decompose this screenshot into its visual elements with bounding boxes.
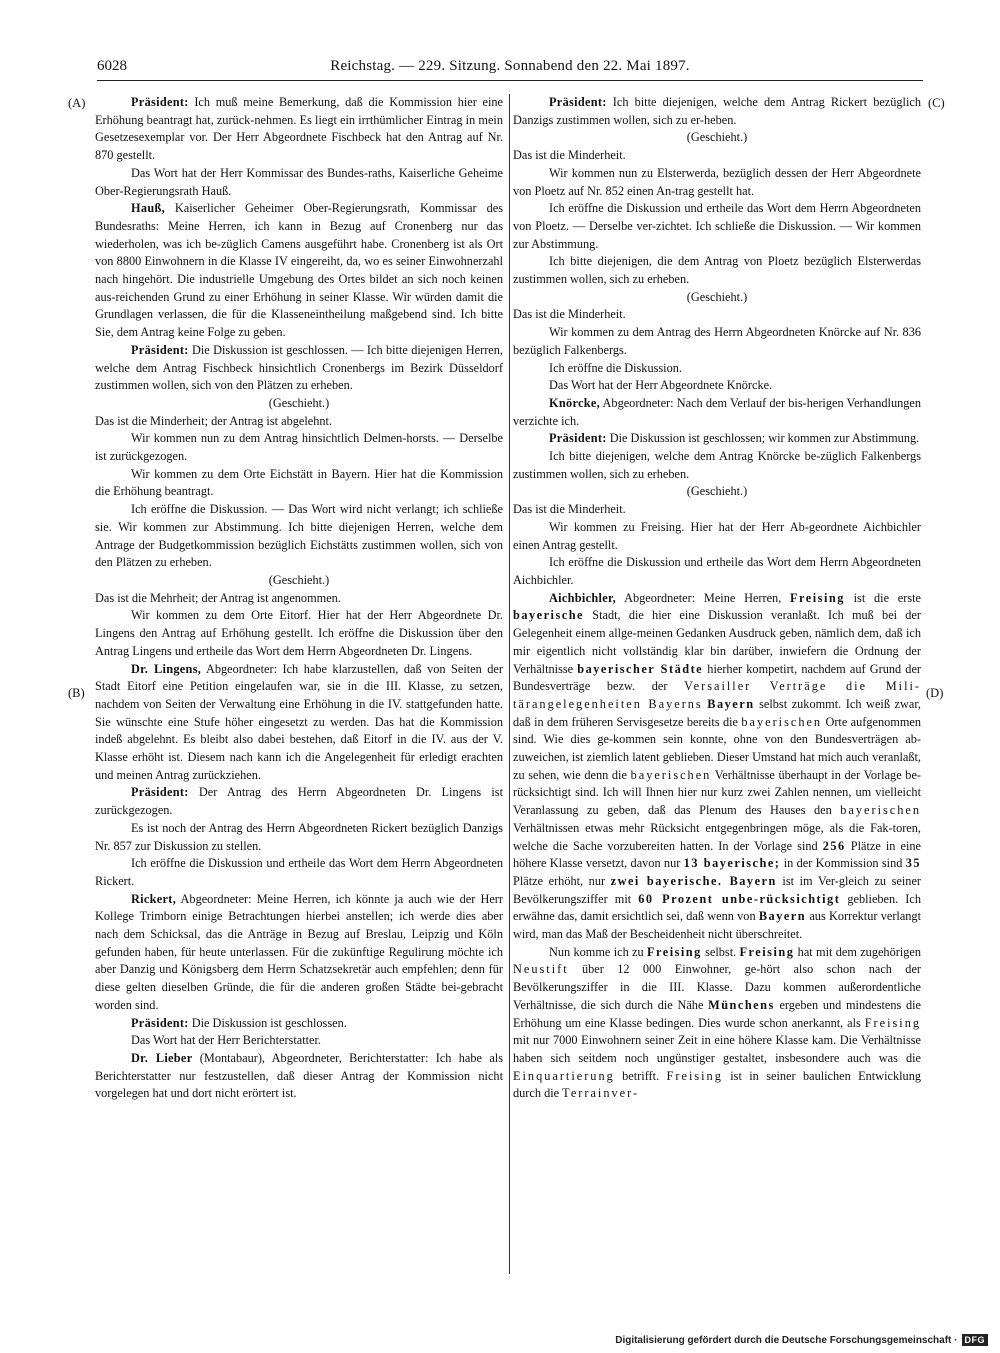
text-run: aus Korrektur verlangt wird, man das Maß der Bescheidenheit nicht überschreitet. [513,909,922,942]
emphasis: bayerische [513,608,585,623]
paragraph-text: Die Diskussion ist geschlossen. [188,1015,347,1030]
speaker-name: Präsident: [131,1015,189,1030]
paragraph: Das Wort hat der Herr Kommissar des Bundes-raths, Kaiserliche Geheime Ober-Regierungsrath Hauß. [95,165,503,198]
emphasis: 256 [822,838,846,853]
text-run: selbst zukommt. Ich weiß zwar, daß in dem früheren Servisgesetze bereits die [513,696,922,729]
text-run: ist im Ver-gleich zu seiner Bevölkerungsziffer mit [513,873,922,906]
text-run: betrifft. [614,1068,667,1083]
text-run: mit nur 7000 Einwohnern seiner Zeit in eine höhere Klasse kam. Die Verhältnisse haben sich seitdem noch ungünstiger gestaltet, insbesondere auch was die [513,1033,921,1065]
paragraph: Ich bitte diejenigen, welche dem Antrag Knörcke be-züglich Falkenbergs zustimmen wollen, sich zu erheben. [513,449,921,481]
spaced-text: bayerischen [840,803,921,818]
stage-direction: (Geschieht.) [686,289,748,304]
paragraph: Das ist die Minderheit. [513,148,626,163]
text-run: Verhältnissen etwas mehr Rücksicht entgegenbringen möge, als die Fak-toren, welche die Sache vorzubereiten hatten. In der Vorlage sind [513,820,921,853]
spaced-text: Einquartierung [513,1068,615,1083]
paragraph: Ich eröffne die Diskussion und ertheile das Wort dem Herrn Abgeordneten Rickert. [95,856,503,888]
text-run: Nun komme ich zu [549,944,647,959]
emphasis: Münchens [708,997,775,1012]
text-run: Verhältnisse überhaupt in der Vorlage be-rücksichtigt sind. Ich will Ihnen hier nur kurz zwei Zahlen nennen, um vielleicht Veranlassung zu geben, daß das Plenum des Hauses den [513,767,922,818]
paragraph-text: Abgeordneter: Nach dem Verlauf der bis-herigen Verhandlungen verzichte ich. [513,395,921,428]
paragraph [95,94,503,165]
spaced-text: Terrainver- [562,1086,640,1101]
paragraph: Ich eröffne die Diskussion und ertheile das Wort dem Herrn Abgeordneten Aichbichler. [513,555,921,587]
paragraph: Das Wort hat der Herr Berichterstatter. [131,1033,321,1048]
emphasis: Bayern [758,909,807,924]
emphasis: 35 [905,856,921,871]
margin-mark-c: (C) [928,96,945,110]
paragraph-text: Ich muß meine Bemerkung, daß die Kommission hier eine Erhöhung beantragt hat, zurück-nehmen. Es liegt ein irrthümlicher Eintrag in mein Gesetzesexemplar vor. Der Herr Abgeordnete Fischbeck hat den Antrag auf Nr. 870 gestellt. [95,95,503,163]
credit-text: Digitalisierung gefördert durch die Deutsche Forschungsgemeinschaft · [615,1334,958,1346]
spaced-text: Freising [864,1015,921,1030]
margin-mark-d: (D) [926,686,944,700]
paragraph: Das ist die Minderheit; der Antrag ist abgelehnt. [95,413,333,428]
text-run: in der Kommission sind [780,856,906,871]
speaker-name: Dr. Lingens, [131,661,202,676]
text-run: ergeben und mindestens die Erhöhung um eine Klasse bedingen. Dies wurde schon anerkannt, als [513,997,921,1030]
paragraph: Das Wort hat der Herr Abgeordnete Knörcke. [549,378,773,393]
paragraph [513,590,921,944]
paragraph: Es ist noch der Antrag des Herrn Abgeordneten Rickert bezüglich Danzigs Nr. 857 zur Diskussion zu stellen. [95,820,503,853]
column-divider [509,94,510,1274]
speaker-name: Präsident: [549,95,607,109]
stage-direction: (Geschieht.) [686,484,748,499]
page-header [97,54,923,81]
paragraph [513,944,921,1103]
text-run: geblieben. Ich erwähne das, damit ersichtlich sei, daß wenn von [513,891,921,924]
paragraph: Das ist die Minderheit. [513,307,626,322]
paragraph: Ich eröffne die Diskussion. [549,360,682,375]
margin-mark-a: (A) [68,96,86,110]
running-title: Reichstag. — 229. Sitzung. Sonnabend den 22. Mai 1897. [330,58,690,74]
text-run: ist in seiner baulichen Entwicklung durch die [513,1068,921,1101]
paragraph: Wir kommen zu dem Antrag des Herrn Abgeordneten Knörcke auf Nr. 836 bezüglich Falkenbergs. [513,325,921,357]
emphasis: zwei bayerische. [610,873,723,888]
emphasis: 13 bayerische; [683,856,781,871]
paragraph: Das ist die Mehrheit; der Antrag ist angenommen. [95,590,341,605]
paragraph: Ich bitte diejenigen, die dem Antrag von Ploetz bezüglich Elsterwerdas zustimmen wollen, sich zu erheben. [513,254,921,287]
emphasis: bayerischer Städte [577,661,704,676]
paragraph-text: (Montabaur), Abgeordneter, Berichterstatter: Ich habe als Berichterstatter nur festzustellen, daß dieser Antrag der Kommission nicht vorgelegen hat und dort nicht erörtert ist. [95,1050,503,1101]
emphasis: Bayern [707,696,755,711]
paragraph [95,342,503,395]
text-run: Abgeordneter: Meine Herren, [616,590,791,605]
right-column [513,94,921,1103]
text-run: hierher kompetirt, nachdem auf Grund der Bundesverträge bezw. der [513,661,921,694]
speaker-name: Knörcke, [549,395,601,410]
dfg-logo: DFG [962,1334,989,1346]
emphasis: Freising [739,944,795,959]
emphasis: Freising [646,944,702,959]
spaced-text: Neustift [513,962,569,977]
paragraph-text: Die Diskussion ist geschlossen; wir kommen zur Abstimmung. [606,431,920,446]
text-run: Plätze in eine höhere Klasse versetzt, davon nur [513,838,921,871]
paragraph [95,1050,503,1103]
speaker-name: Präsident: [131,342,189,357]
paragraph [513,94,921,129]
left-column [95,94,503,1103]
paragraph-text: Ich bitte diejenigen, welche dem Antrag Rickert bezüglich Danzigs zustimmen wollen, sich zu er-heben. [513,95,921,127]
text-run: Stadt, die hier eine Diskussion veranlaßt. Ich muß bei der Gelegenheit einem allge-meinen Gedanken Ausdruck geben, nämlich dem, daß ich mir eigentlich nicht vollständig klar bin darüber, inwiefern die Ordnung der Verhältnisse [513,608,921,676]
paragraph-text: Abgeordneter: Meine Herren, ich könnte ja auch wie der Herr Kollege Trimborn einige Betrachtungen hierbei anstellen; ich werde dies aber nach dem Schicksal, das die Anträge in Bezug auf Breslau, Leipzig und Köln gefunden haben, für heute unterlassen. Für die zukünftige Regulirung möchte ich aber Danzig und Königsberg dem Herrn Schatzsekretär auch empfehlen; denn für diese gelten dieselben Gründe, die für die anderen großen Städte bei-gebracht worden sind. [95,891,503,1012]
paragraph: Ich eröffne die Diskussion und ertheile das Wort dem Herrn Abgeordneten von Ploetz. — Derselbe ver-zichtet. Ich schließe die Diskussion. — Wir kommen zur Abstimmung. [513,201,921,251]
text-run: Orte aufgenommen sind. Wie dies ge-kommen sein konnte, ohne von den Bundesverträgen ab-zuweichen, ist ziemlich latent geblieben. Dieser Umstand hat mich auch veranlaßt, zu sehen, wie denn die [513,714,921,782]
paragraph: Wir kommen zu Freising. Hier hat der Herr Ab-geordnete Aichbichler einen Antrag gestellt. [513,519,921,552]
text-run: ist die erste [844,590,921,605]
text-run: über 12 000 Einwohner, ge-hört also schon nach der Bevölkerungsziffer in die III. Klasse. Dazu kommen außerordentliche Verhältnisse, die sich durch die Nähe [513,962,921,1012]
spaced-text: Freising [666,1068,723,1083]
text-run: Plätze erhöht, nur [513,873,611,888]
paragraph [95,784,503,819]
paragraph [95,891,503,1015]
paragraph-text: Abgeordneter: Ich habe klarzustellen, daß von Seiten der Stadt Eitorf eine Petition eingelaufen war, sie in die III. Klasse, zu setzen, nachdem von Seiten der Verwaltung eine Erhöhung in die IV. stattgefunden hatte. Sie wünschte eine Stufe höher eingesetzt zu werden. Das hat die Kommission indeß abgelehnt. Es bleibt also dabei bestehen, daß Eitorf in die IV. aus der V. Klasse erhöht ist. Diesem nach kann ich die Angelegenheit für erledigt erachten und meinen Antrag zurückziehen. [95,661,503,782]
paragraph: Das ist die Minderheit. [513,502,626,517]
stage-direction: (Geschieht.) [268,572,330,587]
emphasis: Freising [790,590,845,605]
paragraph-text: Kaiserlicher Geheimer Ober-Regierungsrath, Kommissar des Bundesraths: Meine Herren, ich kann in Bezug auf Cronenberg nur das wiederholen, was ich be-züglich Camens ausgeführt habe. Cronenberg ist als Ort von 8800 Einwohnern in die Klasse IV eingereiht, da, wo es seiner Einwohnerzahl nach hingehört. Die industrielle Umgebung des Ortes bildet an sich noch keinen aus-reichenden Grund zu einer Erhöhung in seiner Klasse. Wir würden damit die Grundlagen verlassen, die für die Klasseneintheilung maßgebend sind. Ich bitte Sie, dem Antrag keine Folge zu geben. [95,201,503,340]
paragraph: Wir kommen zu dem Orte Eitorf. Hier hat der Herr Abgeordnete Dr. Lingens den Antrag auf Erhöhung gestellt. Ich eröffne die Diskussion über den Antrag Lingens und ertheile das Wort dem Herrn Abgeordneten Dr. Lingens. [95,608,503,658]
page-number: 6028 [97,58,127,74]
paragraph-text: Die Diskussion ist geschlossen. — Ich bitte diejenigen Herren, welche dem Antrag Fischbeck hinsichtlich Cronenbergs im Bezirk Düsseldorf zustimmen wollen, sich von den Plätzen zu erheben. [95,342,503,393]
spaced-text: Versailler Verträge die Mili-tärangelegenheiten Bayerns [513,679,921,711]
paragraph: Wir kommen nun zu dem Antrag hinsichtlich Delmen-horsts. — Derselbe ist zurückgezogen. [95,431,503,464]
spaced-text: bayerischen [630,767,712,782]
spaced-text: bayerischen [741,714,823,729]
paragraph: Wir kommen zu dem Orte Eichstätt in Bayern. Hier hat die Kommission die Erhöhung beantragt. [95,466,503,499]
emphasis: 60 Prozent unbe-rücksichtigt [638,891,841,906]
speaker-name: Hauß, [131,201,165,216]
paragraph [513,430,921,448]
paragraph-text: Der Antrag des Herrn Abgeordneten Dr. Lingens ist zurückgezogen. [95,785,503,818]
paragraph: Wir kommen nun zu Elsterwerda, bezüglich dessen der Herr Abgeordnete von Ploetz auf Nr. 852 einen An-trag gestellt hat. [513,165,921,198]
speaker-name: Präsident: [131,95,189,109]
speaker-name: Dr. Lieber [131,1050,193,1065]
speaker-name: Rickert, [131,891,177,906]
text-run: hat mit dem zugehörigen [794,944,921,959]
speaker-name: Präsident: [131,785,189,800]
speaker-name: Präsident: [549,431,607,446]
digitization-credit [615,1334,988,1346]
emphasis: Bayern [722,873,777,888]
stage-direction: (Geschieht.) [686,130,748,145]
paragraph [95,1015,503,1033]
paragraph [513,395,921,430]
speaker-name: Aichbichler, [549,590,617,605]
stage-direction: (Geschieht.) [268,395,330,410]
text-run: selbst. [701,944,740,959]
paragraph: Ich eröffne die Diskussion. — Das Wort wird nicht verlangt; ich schließe sie. Wir kommen zur Abstimmung. Ich bitte diejenigen Herren, welche dem Antrage der Budgetkommission bezüglich Eichstätts zustimmen wollen, sich von den Plätzen zu erheben. [95,502,503,570]
margin-mark-b: (B) [68,686,85,700]
paragraph [95,200,503,342]
paragraph [95,661,503,785]
